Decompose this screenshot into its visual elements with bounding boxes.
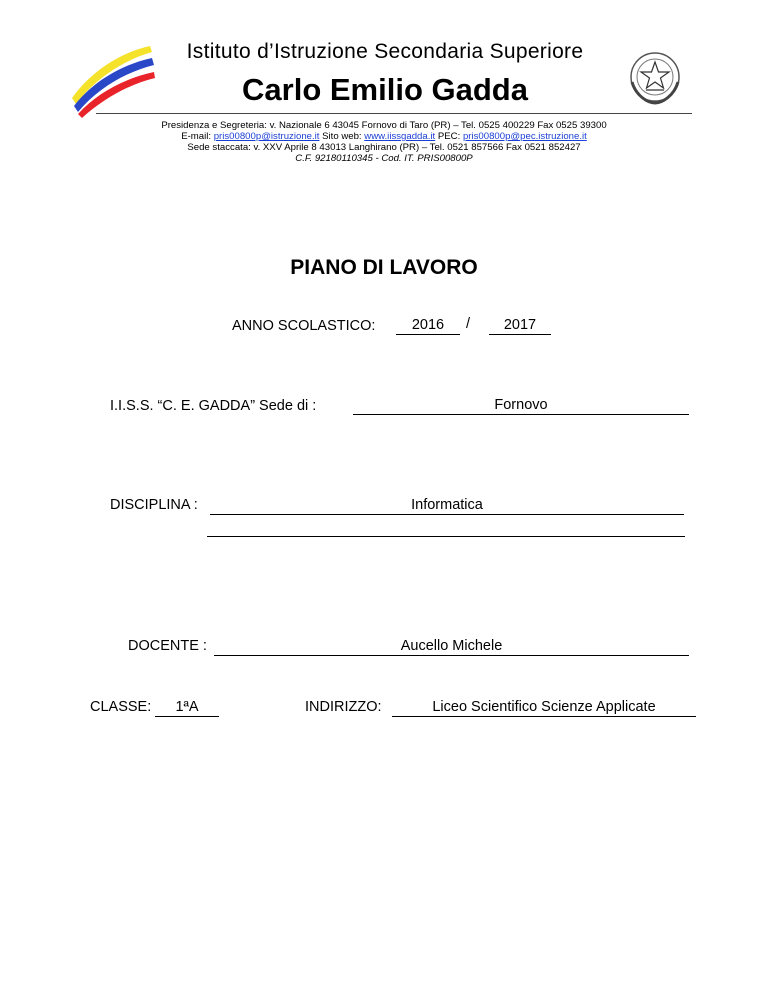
- institute-type: Istituto d’Istruzione Secondaria Superiore: [186, 40, 584, 63]
- school-name: Carlo Emilio Gadda: [242, 72, 528, 107]
- docente-label: DOCENTE :: [128, 638, 207, 654]
- email-link[interactable]: pris00800p@istruzione.it: [213, 131, 320, 142]
- indirizzo-field[interactable]: Liceo Scientifico Scienze Applicate: [392, 698, 696, 717]
- document-title: PIANO DI LAVORO: [290, 256, 478, 279]
- sede-field[interactable]: Fornovo: [353, 396, 689, 415]
- republic-emblem-icon: [626, 48, 684, 106]
- website-link[interactable]: www.iissgadda.it: [364, 131, 436, 142]
- address-line: Presidenza e Segreteria: v. Nazionale 6 43045 Fornovo di Taro (PR) – Tel. 0525 400229 Fax 0525 39300: [161, 120, 607, 131]
- classe-field[interactable]: 1ªA: [155, 698, 219, 717]
- site-label: Sito web:: [322, 131, 362, 142]
- classe-label: CLASSE:: [90, 699, 152, 715]
- contact-line: [0, 131, 768, 142]
- anno-separator: /: [466, 316, 471, 332]
- school-logo: [62, 40, 157, 120]
- disciplina-extra-line[interactable]: [207, 536, 685, 537]
- disciplina-label: DISCIPLINA :: [110, 497, 198, 513]
- docente-field[interactable]: Aucello Michele: [214, 637, 689, 656]
- header-divider: [96, 113, 692, 114]
- pec-label: PEC:: [437, 131, 461, 142]
- sede-label: I.I.S.S. “C. E. GADDA” Sede di :: [110, 398, 317, 414]
- fiscal-code-line: C.F. 92180110345 - Cod. IT. PRIS00800P: [295, 153, 473, 164]
- pec-link[interactable]: pris00800p@pec.istruzione.it: [462, 131, 587, 142]
- email-label: E-mail:: [181, 131, 212, 142]
- branch-address-line: Sede staccata: v. XXV Aprile 8 43013 Langhirano (PR) – Tel. 0521 857566 Fax 0521 852427: [187, 142, 581, 153]
- disciplina-field[interactable]: Informatica: [210, 496, 684, 515]
- indirizzo-label: INDIRIZZO:: [305, 699, 382, 715]
- anno-end-field[interactable]: 2017: [489, 316, 551, 335]
- anno-label: ANNO SCOLASTICO:: [232, 318, 376, 334]
- anno-start-field[interactable]: 2016: [396, 316, 460, 335]
